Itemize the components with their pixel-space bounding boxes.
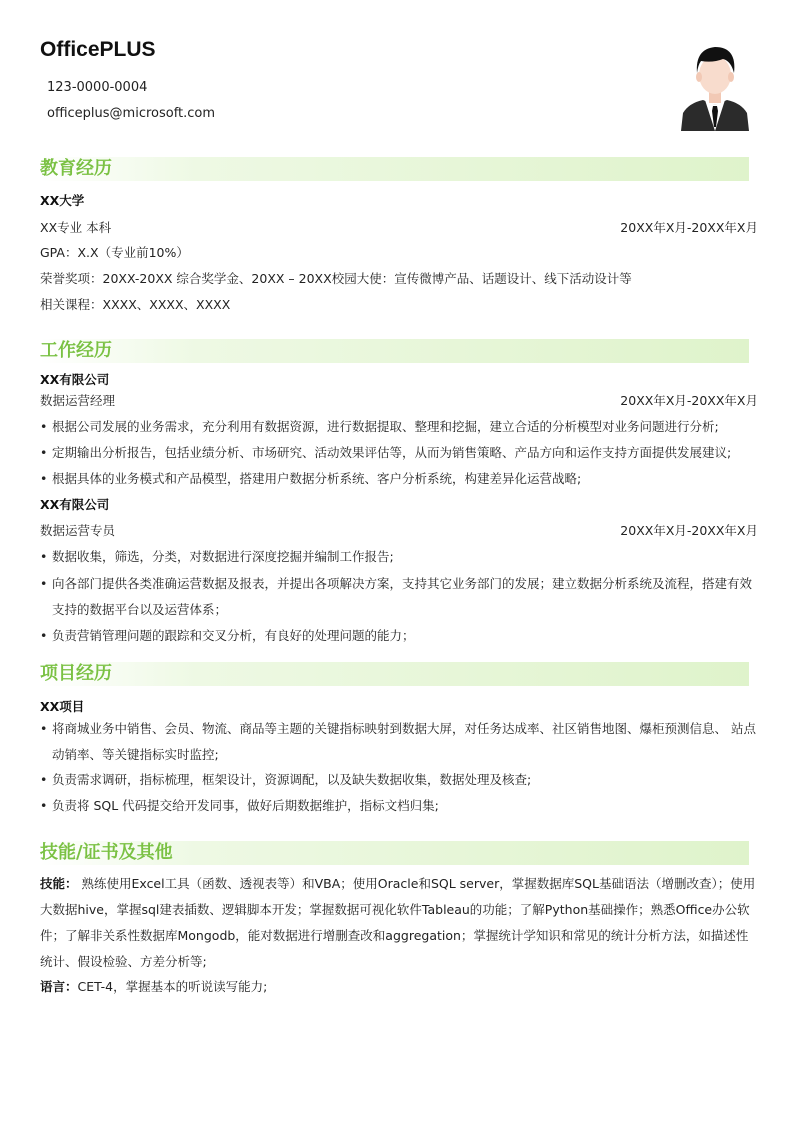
bullet-icon: •: [40, 798, 48, 813]
section-title-project: 项目经历: [40, 662, 749, 686]
bullet-icon: •: [40, 576, 48, 591]
job-bullet: 定期输出分析报告，包括业绩分析、市场研究、活动效果评估等，从而为销售策略、产品方向和运作支持方面提供发展建议;: [52, 445, 732, 460]
project-name: XX项目: [40, 699, 85, 714]
job-bullet: 根据公司发展的业务需求，充分利用有数据资源，进行数据提取、整理和挖掘，建立合适的分析模型对业务问题进行分析;: [52, 419, 719, 434]
project-bullet: 将商城业务中销售、会员、物流、商品等主题的关键指标映射到数据大屏，对任务达成率、社区销售地图、爆柜预测信息、 站点动销率、等关键指标实时监控;: [52, 721, 756, 762]
bullet-icon: •: [40, 419, 48, 434]
job-position: 数据运营专员: [40, 523, 116, 538]
education-honors: 荣誉奖项：20XX-20XX 综合奖学金、20XX – 20XX校园大使：宣传微博产品、话题设计、线下活动设计等: [40, 271, 632, 286]
education-courses: 相关课程：XXXX、XXXX、XXXX: [40, 297, 231, 312]
skills-label: 技能：: [40, 876, 78, 891]
bullet-icon: •: [40, 721, 48, 736]
avatar-photo: [679, 39, 751, 131]
language-label: 语言：: [40, 979, 78, 994]
job-bullet: 根据具体的业务模式和产品模型，搭建用户数据分析系统、客户分析系统，构建差异化运营战略;: [52, 471, 582, 486]
email-address: officeplus@microsoft.com: [47, 106, 216, 121]
bullet-icon: •: [40, 549, 48, 564]
bullet-icon: •: [40, 628, 48, 643]
job-bullet: 数据收集，筛选，分类，对数据进行深度挖掘并编制工作报告;: [52, 549, 394, 564]
education-gpa: GPA：X.X（专业前10%）: [40, 245, 189, 260]
language-paragraph: [40, 974, 760, 1000]
bullet-icon: •: [40, 445, 48, 460]
job-date: 20XX年X月-20XX年X月: [620, 523, 758, 538]
section-title-work: 工作经历: [40, 339, 749, 363]
phone-number: 123-0000-0004: [47, 80, 148, 95]
education-major: XX专业 本科: [40, 220, 112, 235]
project-bullet: 负责需求调研，指标梳理，框架设计，资源调配，以及缺失数据收集，数据处理及核查;: [52, 772, 532, 787]
bullet-icon: •: [40, 772, 48, 787]
job-bullet: 向各部门提供各类准确运营数据及报表，并提出各项解决方案，支持其它业务部门的发展；建立数据分析系统及流程，搭建有效支持的数据平台以及运营体系；: [52, 576, 753, 617]
section-title-skills: 技能/证书及其他: [40, 841, 749, 865]
language-text: CET-4，掌握基本的听说读写能力;: [77, 979, 268, 994]
section-title-education: 教育经历: [40, 157, 749, 181]
job-position: 数据运营经理: [40, 393, 116, 408]
bullet-icon: •: [40, 471, 48, 486]
skills-paragraph: [40, 871, 760, 975]
education-date: 20XX年X月-20XX年X月: [620, 220, 758, 235]
job-date: 20XX年X月-20XX年X月: [620, 393, 758, 408]
job-bullet: 负责营销管理问题的跟踪和交叉分析，有良好的处理问题的能力；: [52, 628, 415, 643]
skills-text: 熟练使用Excel工具（函数、透视表等）和VBA；使用Oracle和SQL server，掌握数据库SQL基础语法（增删改查）；使用大数据hive，掌握sql建表插数、逻辑脚本开发；掌握数据可视化软件Tableau的功能；了解Python基础操作；熟悉Office办公软件；了解非关系性数据库Mongodb，能对数据进行增删查改和aggregation；掌握统计学知识和常见的统计分析方法，如描述性统计、假设检验、方差分析等;: [40, 876, 756, 969]
candidate-name: OfficePLUS: [40, 38, 156, 61]
project-bullet: 负责将 SQL 代码提交给开发同事，做好后期数据维护，指标文档归集;: [52, 798, 439, 813]
school-name: XX大学: [40, 193, 85, 208]
job-company: XX有限公司: [40, 497, 110, 512]
job-company: XX有限公司: [40, 372, 110, 387]
